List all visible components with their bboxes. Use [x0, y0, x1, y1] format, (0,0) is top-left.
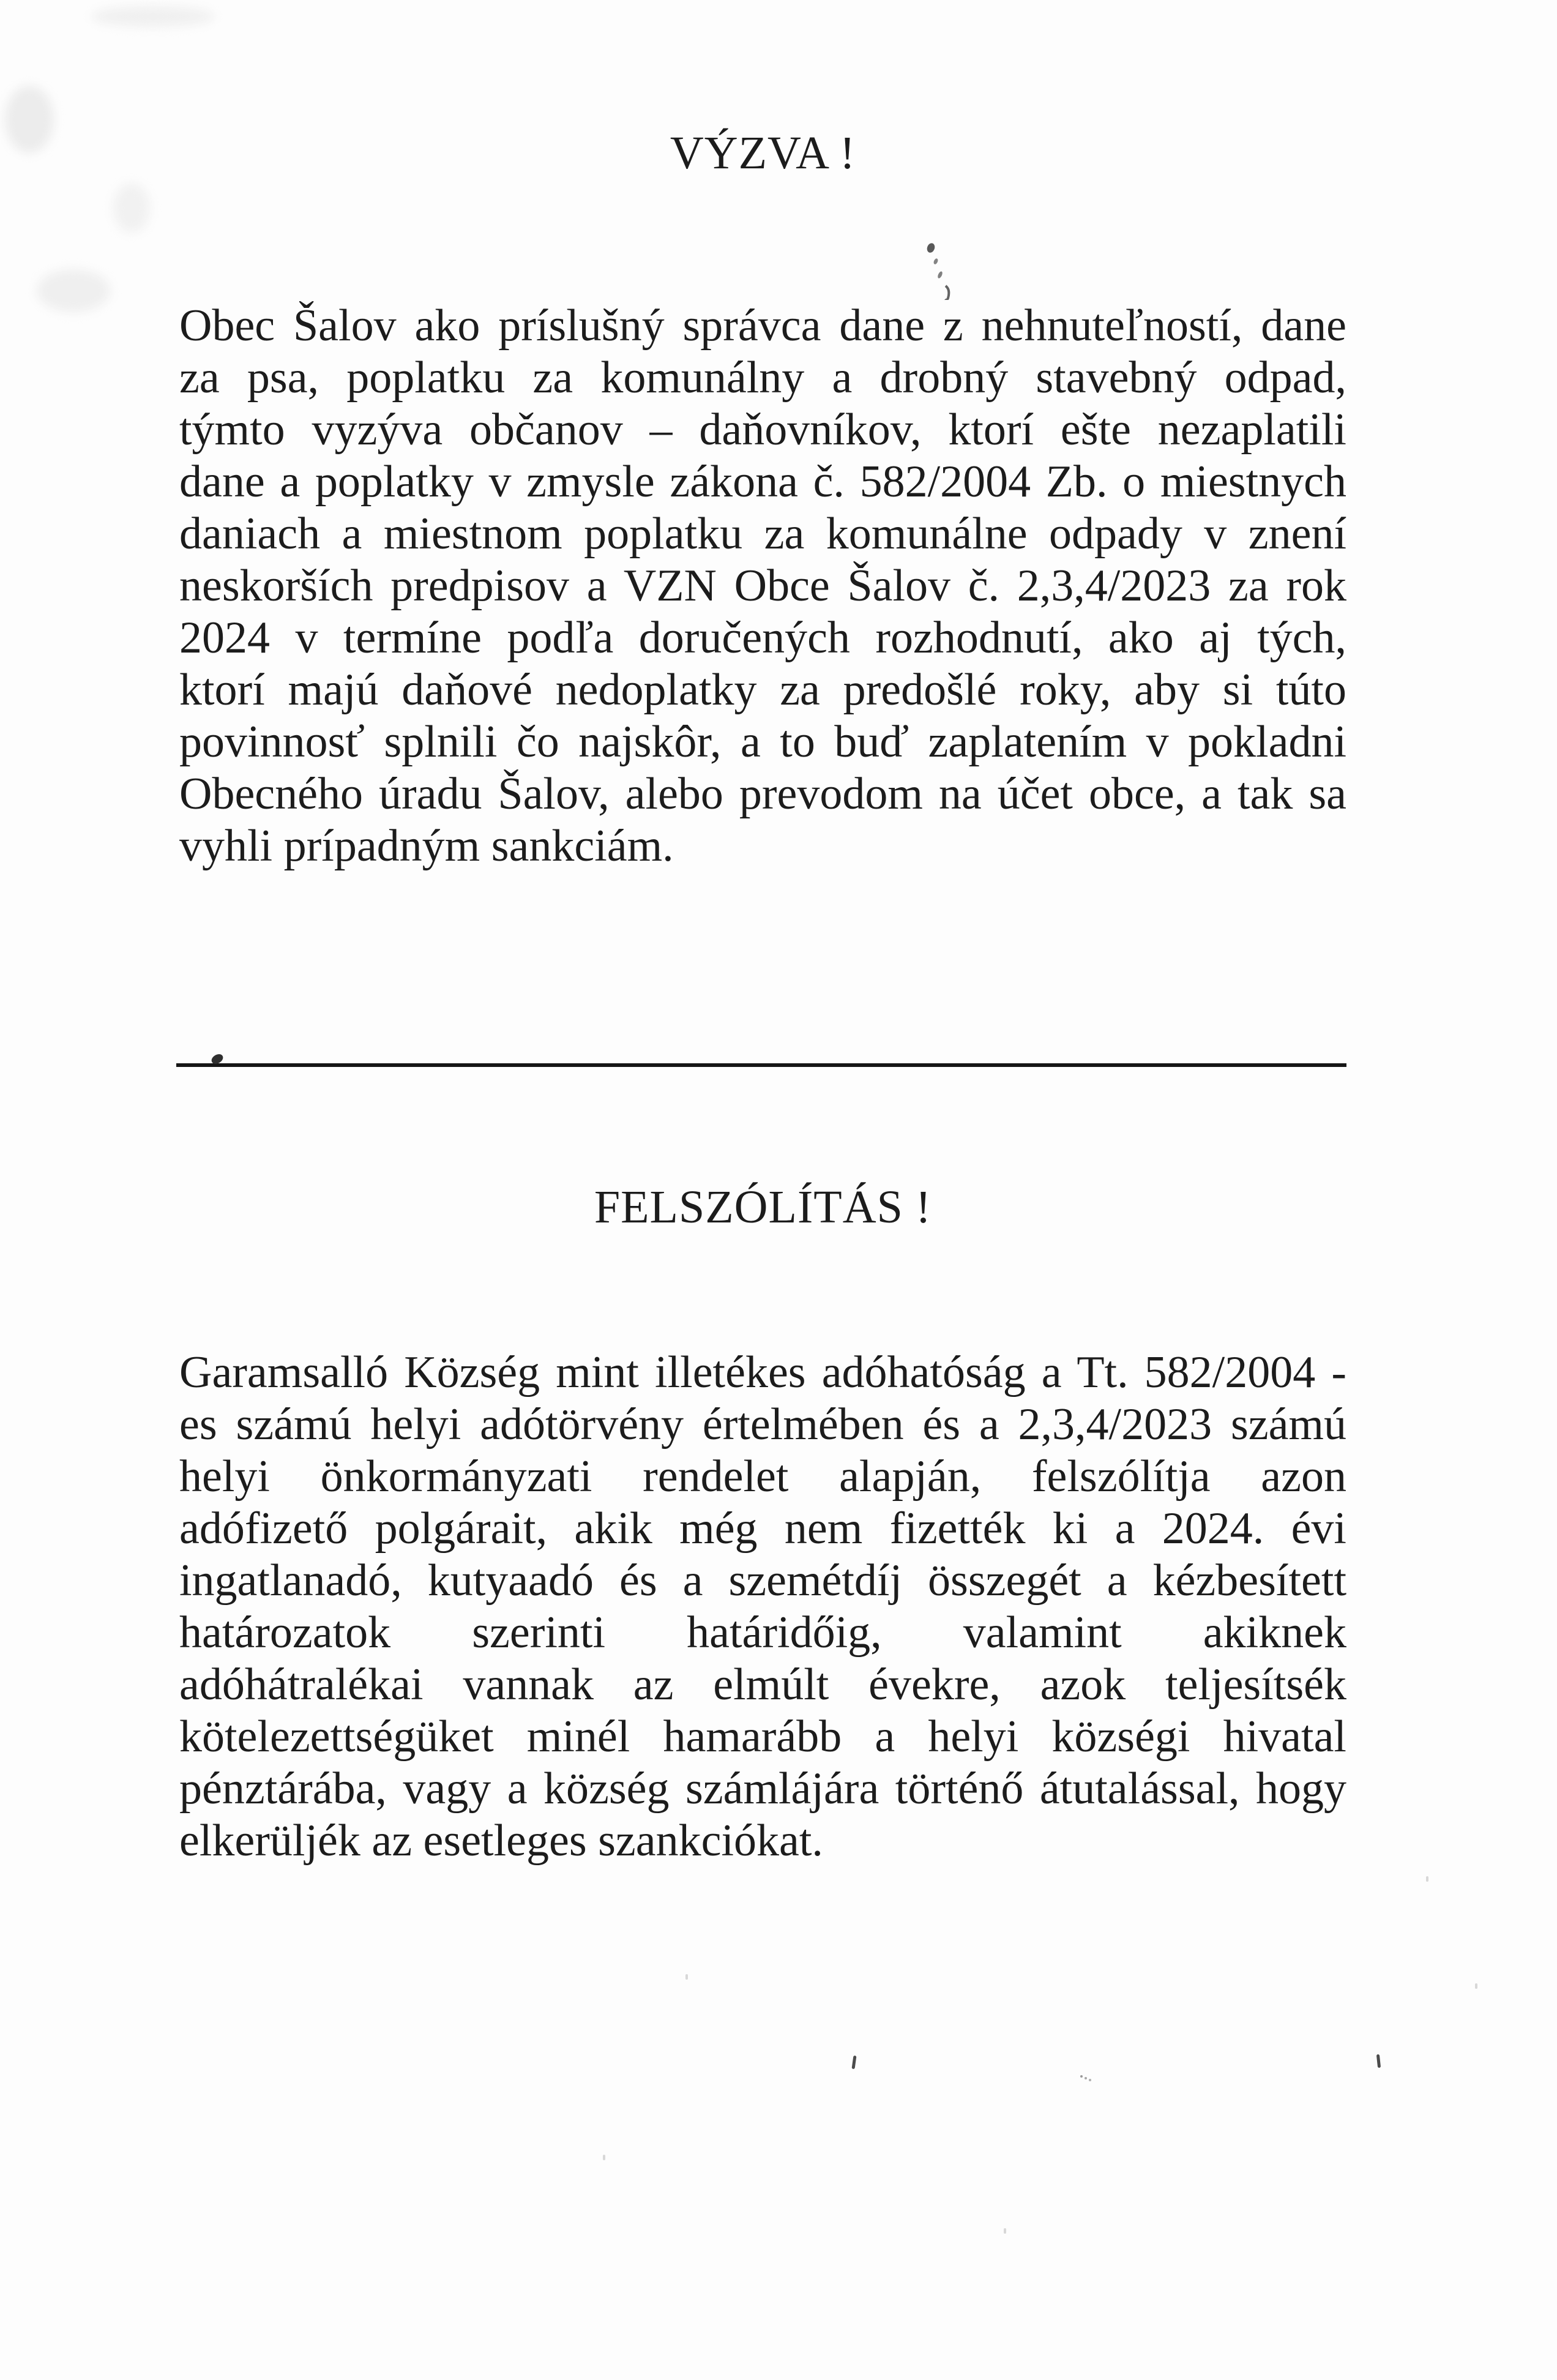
hungarian-notice-title: FELSZÓLÍTÁS ! [594, 1181, 932, 1233]
scan-speck [1475, 1983, 1477, 1989]
text-line: es számú helyi adótörvény értelmében és a 2,3,4/2023 számú [179, 1399, 1346, 1450]
slovak-notice-body [179, 300, 1346, 872]
scan-speck [685, 1974, 688, 1980]
text-line: kötelezettségüket minél hamarább a helyi községi hivatal [179, 1712, 1346, 1762]
ink-tick-mark [851, 2056, 856, 2069]
scan-smudge [92, 6, 214, 27]
text-line: Garamsalló Község mint illetékes adóhatóság a Tt. 582/2004 - [179, 1347, 1346, 1398]
text-line: neskorších predpisov a VZN Obce Šalov č. 2,3,4/2023 za rok [179, 561, 1346, 611]
scan-speck [1426, 1876, 1428, 1882]
ink-squiggle-mark [915, 242, 961, 300]
text-line: ingatlanadó, kutyaadó és a szemétdíj összegét a kézbesített [179, 1555, 1346, 1606]
text-line: za psa, poplatku za komunálny a drobný stavebný odpad, [179, 353, 1346, 403]
text-line: Obec Šalov ako príslušný správca dane z nehnuteľností, dane [179, 301, 1346, 351]
text-line: adófizető polgárait, akik még nem fizették ki a 2024. évi [179, 1503, 1346, 1554]
text-line: elkerüljék az esetleges szankciókat. [179, 1816, 823, 1866]
slovak-notice-title: VÝZVA ! [670, 127, 856, 179]
text-line: vyhli prípadným sankciám. [179, 821, 674, 871]
hungarian-notice-body [179, 1347, 1346, 1867]
scan-speck [1004, 2228, 1006, 2234]
text-line: ktorí majú daňové nedoplatky za predošlé roky, aby si túto [179, 665, 1346, 715]
text-line: pénztárába, vagy a község számlájára történő átutalással, hogy [179, 1764, 1346, 1814]
text-line: daniach a miestnom poplatku za komunálne odpady v znení [179, 509, 1346, 559]
text-line: adóhátralékai vannak az elmúlt évekre, azok teljesítsék [179, 1660, 1346, 1710]
scan-smudge [5, 86, 54, 153]
scan-speck [603, 2155, 605, 2160]
text-line: týmto vyzýva občanov – daňovníkov, ktorí ešte nezaplatili [179, 405, 1346, 455]
text-line: dane a poplatky v zmysle zákona č. 582/2004 Zb. o miestnych [179, 457, 1346, 507]
section-divider-line [176, 1063, 1346, 1067]
ink-dot-trail [1080, 2075, 1083, 2078]
scan-smudge [37, 269, 110, 312]
text-line: határozatok szerinti határidőig, valamint akiknek [179, 1607, 1346, 1658]
text-line: povinnosť splnili čo najskôr, a to buď zaplatením v pokladni [179, 717, 1346, 767]
text-line: helyi önkormányzati rendelet alapján, felszólítja azon [179, 1451, 1346, 1502]
ink-tick-mark [1376, 2054, 1381, 2068]
scan-smudge [113, 184, 150, 233]
text-line: 2024 v termíne podľa doručených rozhodnutí, ako aj tých, [179, 613, 1346, 663]
text-line: Obecného úradu Šalov, alebo prevodom na účet obce, a tak sa [179, 769, 1346, 819]
